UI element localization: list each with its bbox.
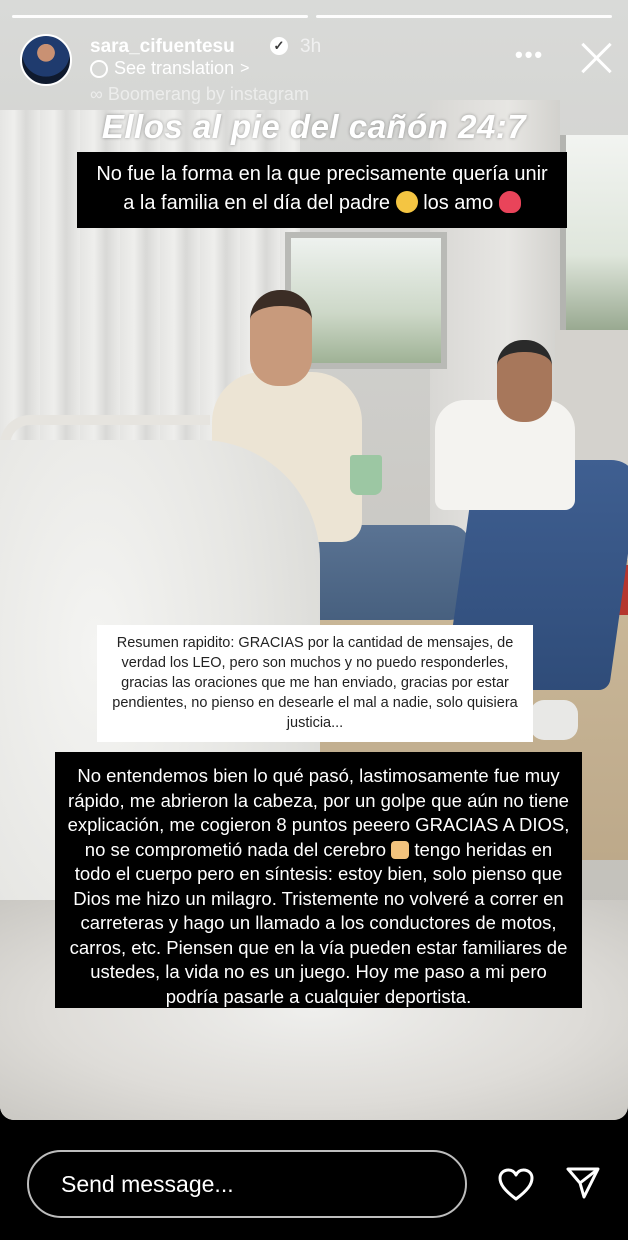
see-translation-label: See translation: [114, 58, 235, 78]
close-icon[interactable]: [576, 38, 616, 78]
caption-top-line1: No fue la forma en la que precisamente quería unir: [96, 163, 548, 185]
caption-top-line2b: los amo: [423, 192, 494, 214]
send-message-input[interactable]: Send message...: [27, 1150, 467, 1218]
caption-main-part1: No entendemos bien lo qué pasó, lastimosamente fue muy rápido, me abrieron la cabeza, por un golpe que aún no tiene explicación, me cogieron 8 puntos peeero GRACIAS A DIOS, no se comprometió nada del cerebro: [67, 765, 570, 860]
globe-icon: [90, 60, 108, 78]
post-time: 3h: [300, 36, 322, 57]
photo-window-right: [560, 135, 628, 335]
photo-man-head: [497, 340, 552, 422]
avatar[interactable]: [20, 34, 72, 86]
story-progress-bar: [12, 15, 308, 18]
photo-shoe: [530, 700, 578, 740]
see-translation-button[interactable]: [90, 58, 249, 79]
heart-emoji-icon: [499, 191, 521, 213]
caption-main-part2: tengo heridas en todo el cuerpo pero en síntesis: estoy bien, solo pienso que Dios me hizo un milagro. Tristemente no volveré a correr en carreteras y hago un llamado a los conductores de motos, carros, etc. Piensen que en la vía pueden estar familiares de ustedes, la vida no es un juego. Hoy me paso a mi pero podría pasarle a cualquier deportista.: [69, 838, 568, 1007]
caption-top: [77, 152, 567, 228]
caption-main: [55, 752, 582, 1008]
caption-top-line2a: a la familia en el día del padre: [123, 192, 391, 214]
story-headline: Ellos al pie del cañón 24:7: [101, 108, 527, 145]
photo-woman-head: [250, 290, 312, 386]
pensive-face-icon: [396, 191, 418, 213]
praying-hands-icon: [391, 841, 409, 859]
verified-badge-icon: ✓: [270, 37, 288, 55]
caption-top-line2: [77, 189, 567, 218]
username[interactable]: sara_cifuentesu: [90, 36, 235, 57]
heart-icon[interactable]: [498, 1168, 534, 1202]
photo-man-shirt: [435, 400, 575, 510]
send-icon[interactable]: [566, 1166, 600, 1200]
photo-cup: [350, 455, 382, 495]
boomerang-label[interactable]: ∞ Boomerang by instagram: [90, 84, 309, 104]
story-progress-bar: [316, 15, 612, 18]
more-options-icon[interactable]: •••: [515, 42, 545, 67]
summary-text: Resumen rapidito: GRACIAS por la cantidad de mensajes, de verdad los LEO, pero son muchos y no puedo responderles, gracias las oraciones que me han enviado, gracias por estar pendientes, no pienso en desearle el mal a nadie, solo quisiera justicia...: [97, 625, 533, 742]
chevron-right-icon: >: [240, 59, 250, 77]
